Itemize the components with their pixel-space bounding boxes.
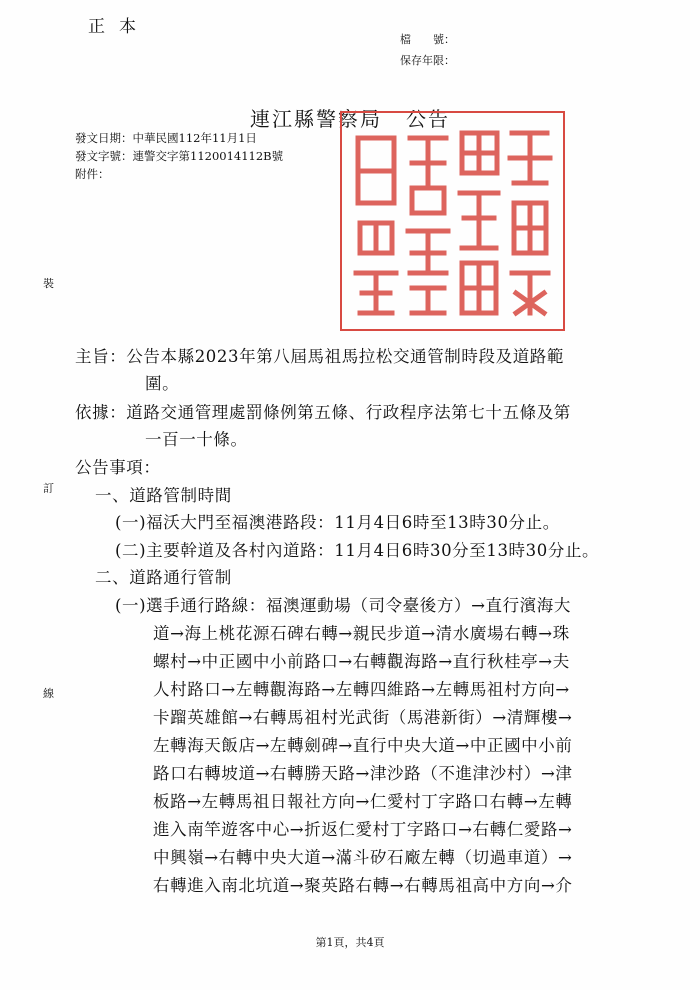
page-number: 第1頁，共4頁 (315, 936, 385, 949)
route-line: 中興嶺→右轉中央大道→滿斗矽石廠左轉（切過車道）→ (153, 848, 573, 867)
route-line: 左轉海天飯店→左轉劍碑→直行中央大道→中正國中小前 (153, 736, 573, 755)
subject-line-1: 主旨：公告本縣2023年第八屆馬祖馬拉松交通管制時段及道路範 (75, 347, 564, 366)
section2-heading: 二、道路通行管制 (95, 568, 232, 587)
attachment-label: 附件： (75, 167, 110, 181)
basis-line-2: 一百一十條。 (145, 430, 248, 449)
notice-heading: 公告事項： (75, 458, 161, 477)
section1-item-2: (二)主要幹道及各村內道路：11月4日6時30分至13時30分止。 (115, 541, 600, 560)
official-seal (340, 111, 565, 331)
binding-mark-2: 訂 (43, 482, 54, 495)
route-line: 人村路口→左轉觀海路→左轉四維路→左轉馬祖村方向→ (153, 680, 570, 699)
issue-date: 發文日期：中華民國112年11月1日 (75, 131, 257, 145)
binding-mark-3: 線 (43, 687, 54, 700)
file-number-label: 檔 號： (400, 33, 455, 46)
subject-line-2: 圍。 (145, 374, 180, 393)
basis-line-1: 依據：道路交通管理處罰條例第五條、行政程序法第七十五條及第 (75, 403, 571, 422)
route-line: 卡蹓英雄館→右轉馬祖村光武街（馬港新街）→清輝樓→ (153, 708, 573, 727)
document-type: 公告 (406, 107, 450, 131)
seal-graphic (342, 113, 563, 329)
section1-item-1: (一)福沃大門至福澳港路段：11月4日6時至13時30分止。 (115, 513, 560, 532)
copy-mark: 正本 (88, 17, 150, 37)
route-line: 路口右轉坡道→右轉勝天路→津沙路（不進津沙村）→津 (153, 764, 573, 783)
agency-name: 連江縣警察局 (250, 107, 382, 131)
binding-mark-1: 裝 (43, 277, 54, 290)
route-line: 螺村→中正國中小前路口→右轉觀海路→直行秋桂亭→夫 (153, 652, 570, 671)
retention-label: 保存年限： (400, 54, 455, 67)
issue-number: 發文字號：連警交字第1120014112B號 (75, 149, 284, 163)
route-line: 板路→左轉馬祖日報社方向→仁愛村丁字路口右轉→左轉 (153, 792, 573, 811)
route-line: 右轉進入南北坑道→聚英路右轉→右轉馬祖高中方向→介 (153, 876, 573, 895)
route-line: 道→海上桃花源石碑右轉→親民步道→清水廣場右轉→珠 (153, 624, 570, 643)
route-line: 進入南竿遊客中心→折返仁愛村丁字路口→右轉仁愛路→ (153, 820, 573, 839)
section1-heading: 一、道路管制時間 (95, 486, 232, 505)
route-line: (一)選手通行路線：福澳運動場（司令臺後方）→直行濱海大 (115, 596, 571, 615)
